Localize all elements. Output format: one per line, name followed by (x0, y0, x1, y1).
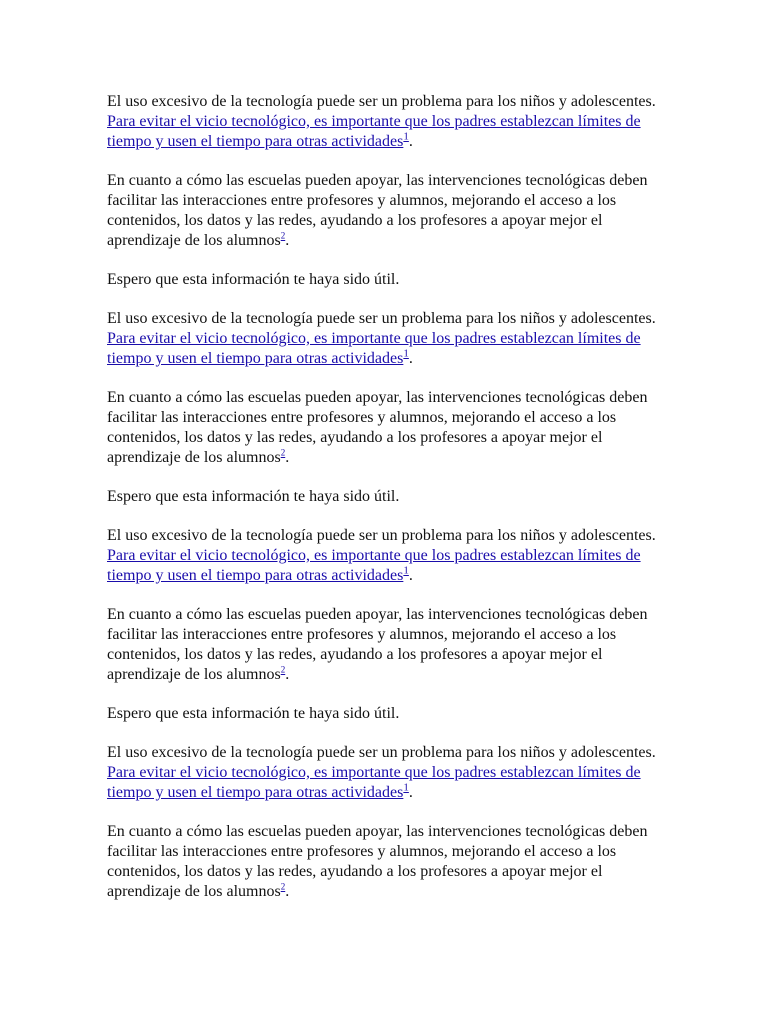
paragraph-text: Espero que esta información te haya sido útil. (107, 271, 400, 288)
footnote-ref-2[interactable]: 2 (280, 447, 286, 458)
paragraph-closing (107, 704, 667, 724)
paragraph-tech-overuse (107, 309, 667, 369)
paragraph-schools-support (107, 171, 667, 251)
document-page (107, 92, 667, 921)
paragraph-schools-support (107, 605, 667, 685)
paragraph-text: El uso excesivo de la tecnología puede ser un problema para los niños y adolescentes. (107, 527, 656, 544)
paragraph-text: El uso excesivo de la tecnología puede ser un problema para los niños y adolescentes. (107, 310, 656, 327)
paragraph-closing (107, 270, 667, 290)
paragraph-punctuation: . (285, 232, 290, 249)
link-avoid-tech-addiction[interactable]: Para evitar el vicio tecnológico, es importante que los padres establezcan límites de tiempo y usen el tiempo para otras actividades (107, 113, 641, 150)
footnote-ref-2[interactable]: 2 (280, 881, 286, 892)
paragraph-text: El uso excesivo de la tecnología puede ser un problema para los niños y adolescentes. (107, 744, 656, 761)
paragraph-text: En cuanto a cómo las escuelas pueden apoyar, las intervenciones tecnológicas deben facilitar las interacciones entre profesores y alumnos, mejorando el acceso a los contenidos, los datos y las redes, ayudando a los profesores a apoyar mejor el aprendizaje de los alumnos (107, 606, 648, 683)
paragraph-tech-overuse (107, 92, 667, 152)
paragraph-punctuation: . (408, 133, 413, 150)
paragraph-text: En cuanto a cómo las escuelas pueden apoyar, las intervenciones tecnológicas deben facilitar las interacciones entre profesores y alumnos, mejorando el acceso a los contenidos, los datos y las redes, ayudando a los profesores a apoyar mejor el aprendizaje de los alumnos (107, 389, 648, 466)
paragraph-punctuation: . (408, 350, 413, 367)
paragraph-text: El uso excesivo de la tecnología puede ser un problema para los niños y adolescentes. (107, 93, 656, 110)
paragraph-punctuation: . (408, 784, 413, 801)
paragraph-text: Espero que esta información te haya sido útil. (107, 705, 400, 722)
footnote-ref-2[interactable]: 2 (280, 230, 286, 241)
paragraph-text: En cuanto a cómo las escuelas pueden apoyar, las intervenciones tecnológicas deben facilitar las interacciones entre profesores y alumnos, mejorando el acceso a los contenidos, los datos y las redes, ayudando a los profesores a apoyar mejor el aprendizaje de los alumnos (107, 823, 648, 900)
footnote-ref-1[interactable]: 1 (403, 347, 409, 360)
paragraph-tech-overuse (107, 526, 667, 586)
footnote-ref-2[interactable]: 2 (280, 664, 286, 675)
link-avoid-tech-addiction[interactable]: Para evitar el vicio tecnológico, es importante que los padres establezcan límites de tiempo y usen el tiempo para otras actividades (107, 330, 641, 367)
link-avoid-tech-addiction[interactable]: Para evitar el vicio tecnológico, es importante que los padres establezcan límites de tiempo y usen el tiempo para otras actividades (107, 547, 641, 584)
link-avoid-tech-addiction[interactable]: Para evitar el vicio tecnológico, es importante que los padres establezcan límites de tiempo y usen el tiempo para otras actividades (107, 764, 641, 801)
paragraph-punctuation: . (285, 666, 290, 683)
footnote-ref-1[interactable]: 1 (403, 130, 409, 143)
paragraph-punctuation: . (285, 883, 290, 900)
paragraph-closing (107, 487, 667, 507)
paragraph-text: Espero que esta información te haya sido útil. (107, 488, 400, 505)
paragraph-text: En cuanto a cómo las escuelas pueden apoyar, las intervenciones tecnológicas deben facilitar las interacciones entre profesores y alumnos, mejorando el acceso a los contenidos, los datos y las redes, ayudando a los profesores a apoyar mejor el aprendizaje de los alumnos (107, 172, 648, 249)
paragraph-punctuation: . (285, 449, 290, 466)
paragraph-tech-overuse (107, 743, 667, 803)
paragraph-schools-support (107, 822, 667, 902)
footnote-ref-1[interactable]: 1 (403, 564, 409, 577)
paragraph-schools-support (107, 388, 667, 468)
footnote-ref-1[interactable]: 1 (403, 781, 409, 794)
paragraph-punctuation: . (408, 567, 413, 584)
